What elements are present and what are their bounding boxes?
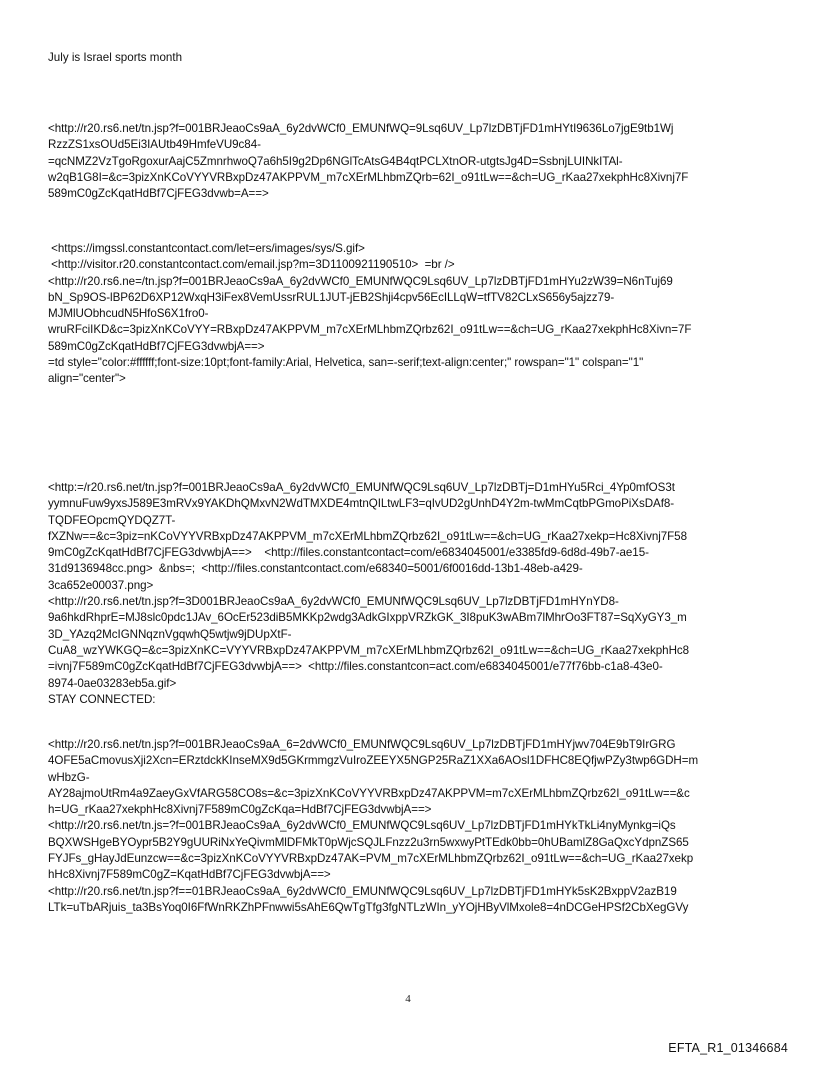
text-line: <https://imgssl.constantcontact.com/let=ers/images/sys/S.gif>	[48, 242, 365, 255]
text-line: RzzZS1xsOUd5Ei3IAUtb49HmfeVU9c84-	[48, 138, 261, 152]
text-line: wruRFciIKD&c=3pizXnKCoVYY=RBxpDz47AKPPVM_m7cXErMLhbmZQrbz62I_o91tLw==&ch=UG_rKaa27xekphHc8Xivn=7F	[48, 323, 692, 337]
image-link-block	[48, 241, 776, 388]
page-number: 4	[405, 993, 411, 1005]
text-line: 589mC0gZcKqatHdBf7CjFEG3dvwbjA==>	[48, 339, 265, 353]
text-line: 8974-0ae03283eb5a.gif>	[48, 676, 177, 690]
text-line: 9a6hkdRhprE=MJ8slc0pdc1JAv_6OcEr523diB5MKKp2wdg3AdkGIxppVRZkGK_3I8puK3wABm7lMhrOo3FT87=SqXyGY3_m	[48, 611, 687, 625]
text-line: MJMlUObhcudN5HfoS6X1fro0-	[48, 307, 209, 321]
text-line: <http://r20.rs6.net/tn.jsp?f=3D001BRJeaoCs9aA_6y2dvWCf0_EMUNfWQC9Lsq6UV_Lp7lzDBTjFD1mHYnYD8-	[48, 595, 619, 609]
text-line: AY28ajmoUtRm4a9ZaeyGxVfARG58CO8s=&c=3pizXnKCoVYYVRBxpDz47AKPPVM=m7cXErMLhbmZQrbz62I_o91tLw==&c	[48, 786, 690, 800]
stay-connected-heading: STAY CONNECTED:	[48, 692, 156, 706]
email-subject-line: July is Israel sports month	[48, 51, 183, 64]
text-line: <http://visitor.r20.constantcontact.com/email.jsp?m=3D1100921190510> =br />	[48, 258, 455, 272]
text-line: bN_Sp9OS-lBP62D6XP12WxqH3iFex8VemUssrRUL1JUT-jEB2Shji4cpv56EcILLqW=tfTV82CLxS656y5ajzz79-	[48, 290, 615, 304]
tracking-link-block-2	[48, 480, 776, 708]
text-line: <http:=/r20.rs6.net/tn.jsp?f=001BRJeaoCs9aA_6y2dvWCf0_EMUNfWQC9Lsq6UV_Lp7lzDBTj=D1mHYu5Rci_4Yp0mfOS3t	[48, 481, 675, 494]
text-line: FYJFs_gHayJdEunzcw==&c=3pizXnKCoVYYVRBxpDz47AK=PVM_m7cXErMLhbmZQrbz62I_o91tLw==&ch=UG_rKaa27xekp	[48, 852, 694, 866]
text-line: h=UG_rKaa27xekphHc8Xivnj7F589mC0gZcKqa=HdBf7CjFEG3dvwbjA==>	[48, 803, 432, 817]
text-line: BQXWSHgeBYOypr5B2Y9gUURiNxYeQivmMlDFMkT0pWjcSQJLFnzz2u3rn5wxwyPtTEdk0bb=0hUBamlZ8GaQxcYdpnZS65	[48, 835, 689, 849]
text-line: 31d9136948cc.png> &nbs=; <http://files.constantcontact.com/e68340=5001/6f0016dd-13b1-48eb-a429-	[48, 562, 583, 576]
text-line: TQDFEOpcmQYDQZ7T-	[48, 513, 176, 527]
text-line: <http://r20.rs6.net/tn.jsp?f==01BRJeaoCs9aA_6y2dvWCf0_EMUNfWQC9Lsq6UV_Lp7lzDBTjFD1mHYk5sK2BxppV2azB19	[48, 884, 677, 898]
text-line: yymnuFuw9yxsJ589E3mRVx9YAKDhQMxvN2WdTMXDE4mtnQILtwLF3=qIvUD2gUnhD4Y2m-twMmCqtbPGmoPiXsDAf8-	[48, 497, 675, 511]
text-line: <http://r20.rs6.net/tn.jsp?f=001BRJeaoCs9aA_6=2dvWCf0_EMUNfWQC9Lsq6UV_Lp7lzDBTjFD1mHYjwv704E9bT9IrGRG	[48, 738, 676, 751]
text-line: LTk=uTbARjuis_ta3BsYoq0I6FfWnRKZhPFnwwi5sAhE6QwTgTfg3fgNTLzWIn_yYOjHByVlMxole8=4nDCGeHPSf2CbXegGVy	[48, 900, 689, 914]
text-line: hHc8Xivnj7F589mC0gZ=KqatHdBf7CjFEG3dvwbjA==>	[48, 868, 331, 882]
text-line: <http://r20.rs6.ne=/tn.jsp?f=001BRJeaoCs9aA_6y2dvWCf0_EMUNfWQC9Lsq6UV_Lp7lzDBTjFD1mHYu2zW39=N6nTuj69	[48, 274, 673, 288]
text-line: =qcNMZ2VzTgoRgoxurAajC5ZmnrhwoQ7a6h5I9g2Dp6NGlTcAtsG4B4qtPCLXtnOR-utgtsJg4D=SsbnjLUINkITAl-	[48, 154, 623, 168]
text-line: 9mC0gZcKqatHdBf7CjFEG3dvwbjA==> <http://files.constantcontact=com/e6834045001/e3385fd9-6d8d-49b7-ae15-	[48, 546, 649, 560]
text-line: 4OFE5aCmovusXji2Xcn=ERztdckKInseMX9d5GKrmmgzVuIroZEEYX5NGP25RaZ1XXa6AOsl1DFHC8EQfjwPZy3twp6GDH=m	[48, 754, 699, 768]
text-line: 589mC0gZcKqatHdBf7CjFEG3dvwb=A==>	[48, 187, 269, 201]
text-line: <http://r20.rs6.net/tn.js=?f=001BRJeaoCs9aA_6y2dvWCf0_EMUNfWQC9Lsq6UV_Lp7lzDBTjFD1mHYkTkLi4nyMynkg=iQs	[48, 819, 676, 833]
text-line: fXZNw==&c=3piz=nKCoVYYVRBxpDz47AKPPVM_m7cXErMLhbmZQrbz62I_o91tLw==&ch=UG_rKaa27xekp=Hc8Xivnj7F58	[48, 529, 687, 543]
text-line: 3D_YAzq2McIGNNqznVgqwhQ5wtjw9jDUpXtF-	[48, 627, 292, 641]
social-link-block	[48, 737, 776, 916]
bates-stamp: EFTA_R1_01346684	[668, 1041, 788, 1055]
text-line: =td style="color:#ffffff;font-size:10pt;font-family:Arial, Helvetica, san=-serif;text-align:center;" rowspan="1" colspan="1"	[48, 356, 644, 370]
text-line: 3ca652e00037.png>	[48, 578, 154, 592]
text-line: CuA8_wzYWKGQ=&c=3pizXnKC=VYYVRBxpDz47AKPPVM_m7cXErMLhbmZQrbz62I_o91tLw==&ch=UG_rKaa27xekphHc8	[48, 643, 690, 657]
text-line: align="center">	[48, 372, 126, 386]
tracking-link-block-1	[48, 121, 776, 202]
text-line: wHbzG-	[48, 770, 90, 784]
text-line: <http://r20.rs6.net/tn.jsp?f=001BRJeaoCs9aA_6y2dvWCf0_EMUNfWQ=9Lsq6UV_Lp7lzDBTjFD1mHYtI9636Lo7jgE9tb1Wj	[48, 122, 674, 135]
text-line: w2qB1G8I=&c=3pizXnKCoVYYVRBxpDz47AKPPVM_m7cXErMLhbmZQrb=62I_o91tLw==&ch=UG_rKaa27xekphHc8Xivnj7F	[48, 170, 689, 184]
text-line: =ivnj7F589mC0gZcKqatHdBf7CjFEG3dvwbjA==> <http://files.constantcon=act.com/e6834045001/e77f76bb-c1a8-43e0-	[48, 660, 663, 674]
